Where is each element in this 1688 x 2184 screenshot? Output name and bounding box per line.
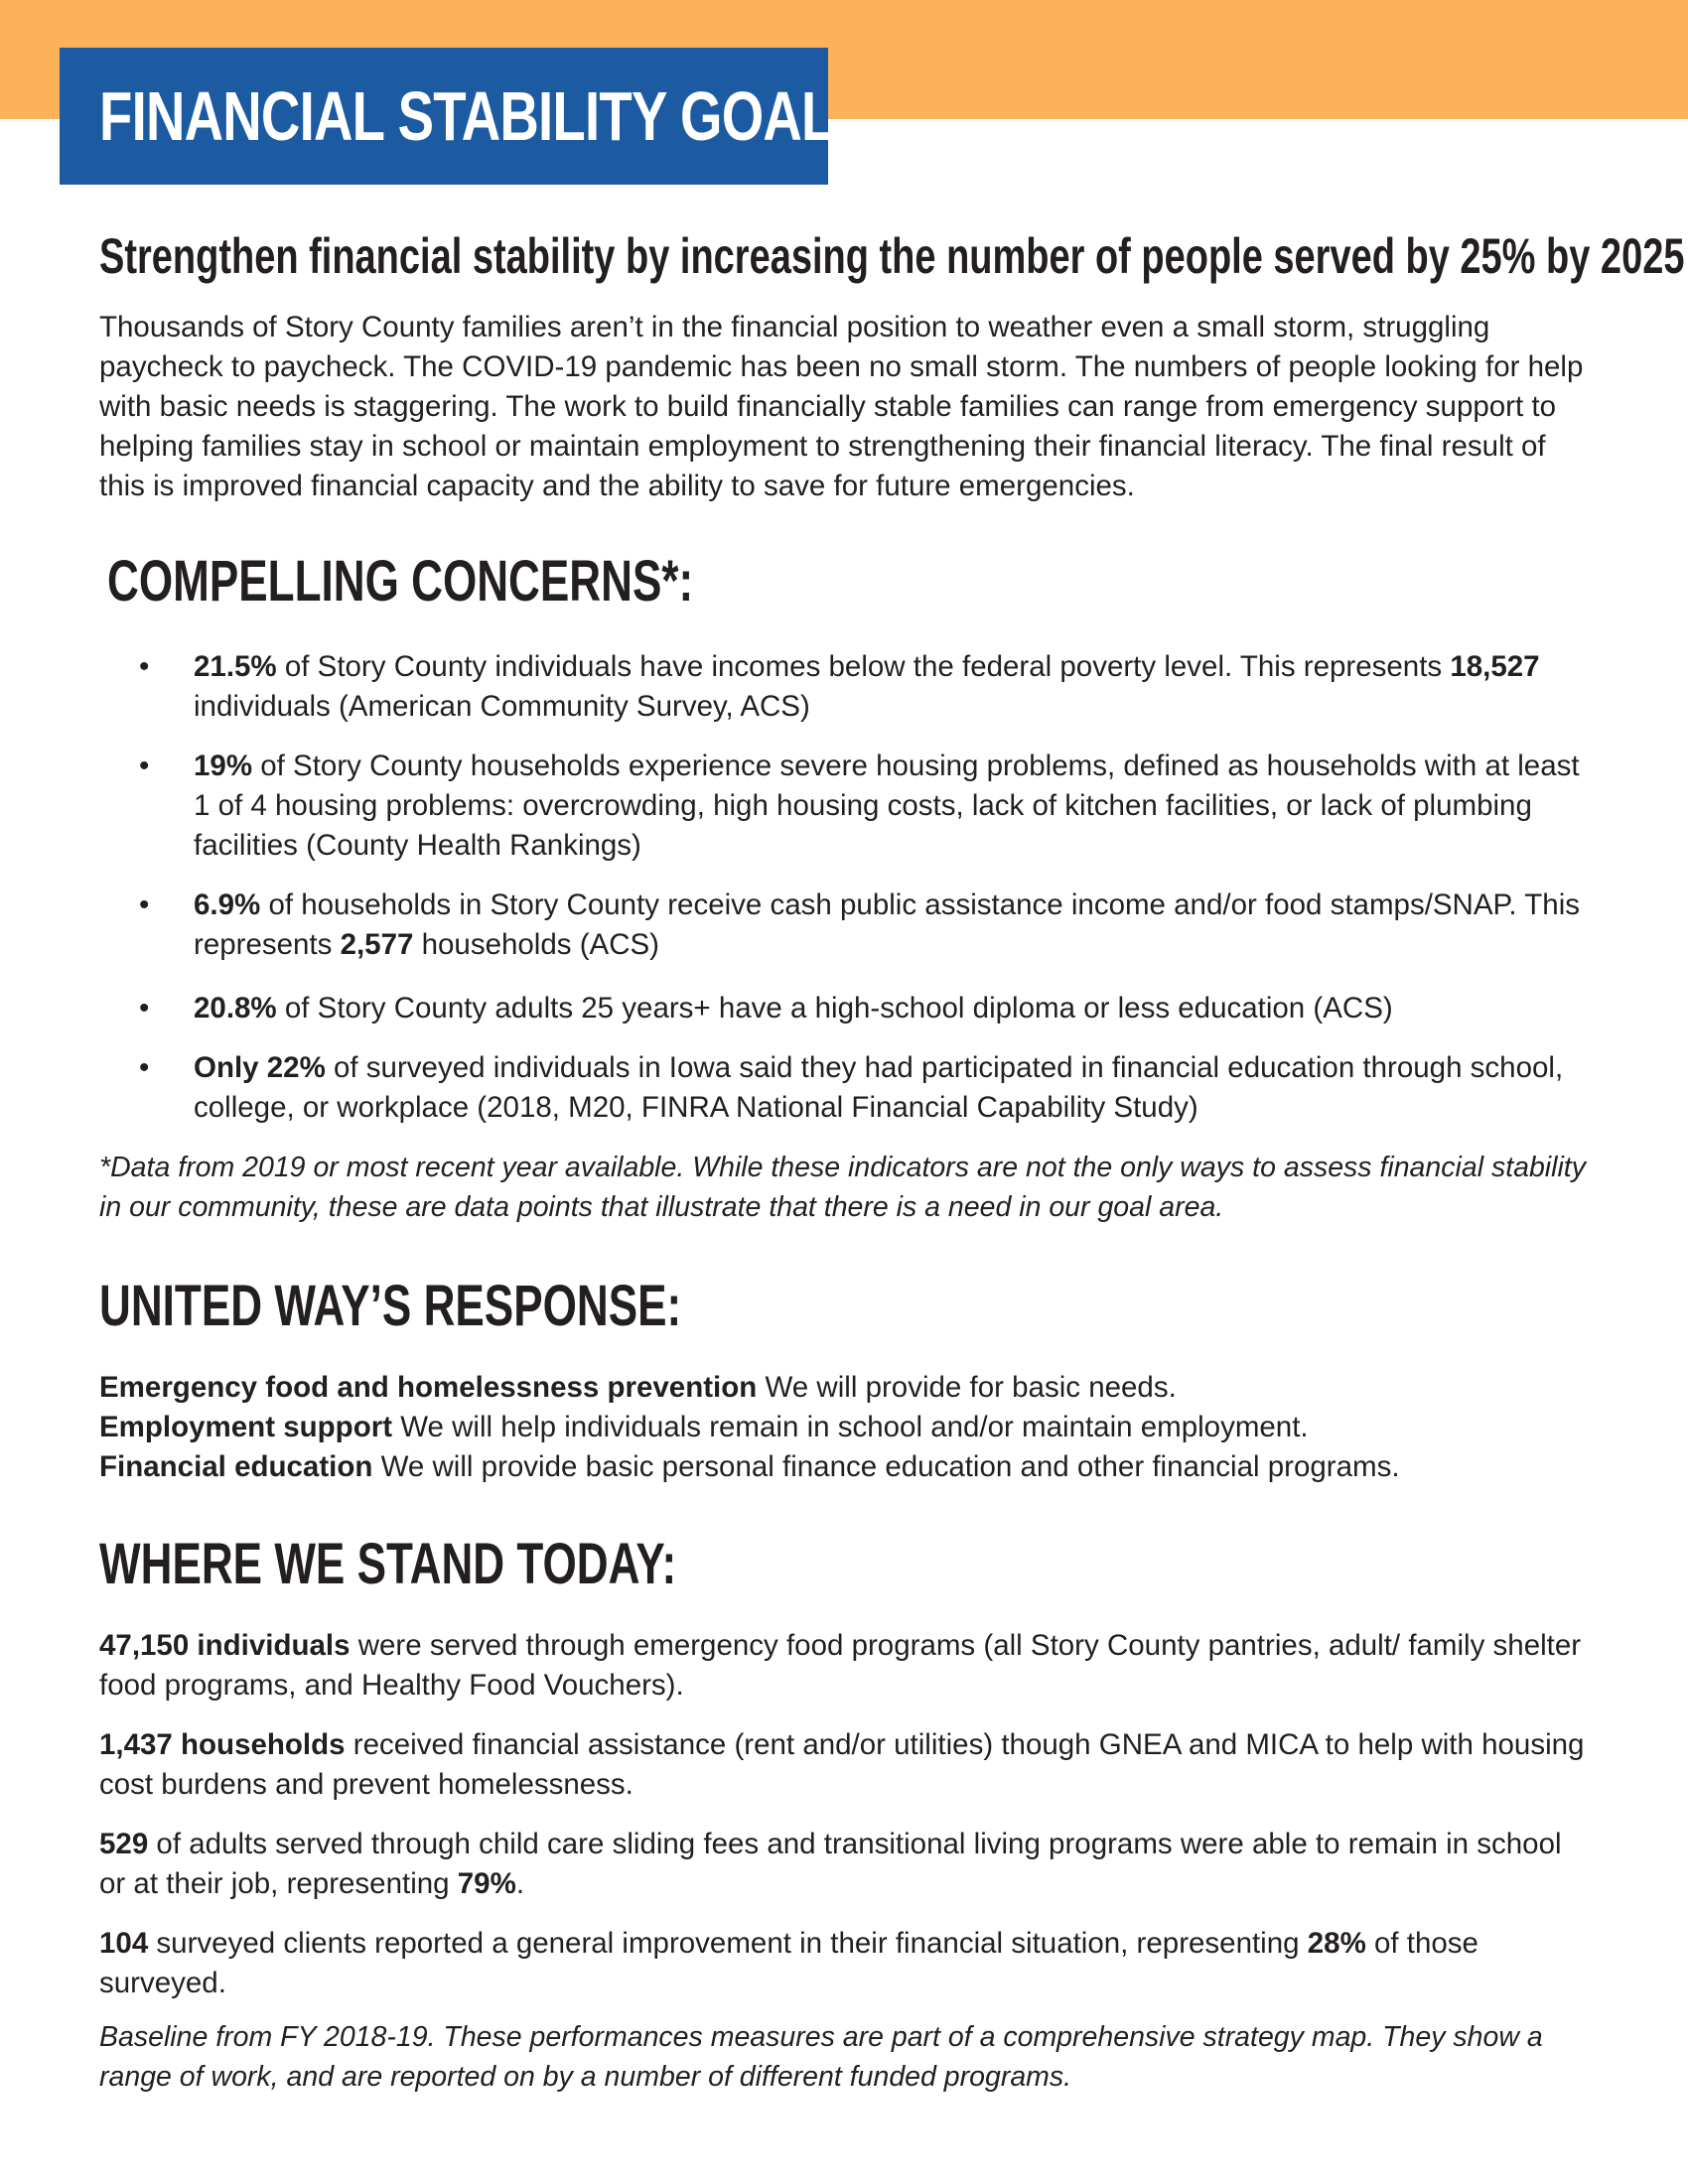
goal-subtitle: Strengthen financial stability by increasing the number of people served by 25% by 2025	[99, 228, 1685, 284]
concern-item	[99, 747, 1589, 866]
stand-stat: 529	[99, 1828, 149, 1860]
concern-stat: 21.5%	[194, 650, 277, 683]
concern-item	[99, 886, 1589, 965]
response-text: We will provide for basic needs.	[757, 1371, 1177, 1404]
baseline-note: Baseline from FY 2018-19. These performances measures are part of a comprehensive strategy map. They show a range of work, and are reported on by a number of different funded programs.	[99, 2021, 1543, 2093]
response-label: Employment support	[99, 1411, 393, 1443]
response-item	[99, 1408, 1589, 1447]
stand-text: surveyed clients reported a general improvement in their financial situation, representing	[148, 1927, 1308, 1960]
concerns-heading: COMPELLING CONCERNS*:	[107, 549, 694, 614]
concern-item	[99, 647, 1589, 727]
concern-text: of households in Story County receive cash public assistance income and/or food stamps/SNAP. This represents	[194, 888, 1581, 961]
stand-stat: 28%	[1307, 1927, 1366, 1960]
stand-stat: 47,150 individuals	[99, 1629, 351, 1662]
title-banner	[60, 48, 834, 185]
concern-text: of Story County adults 25 years+ have a high-school diploma or less education (ACS)	[276, 992, 1393, 1024]
concern-text: households (ACS)	[413, 928, 660, 961]
main-content	[99, 220, 1685, 2116]
response-label: Emergency food and homelessness prevention	[99, 1371, 758, 1404]
bullet-icon: •	[139, 750, 150, 782]
concern-item	[99, 989, 1589, 1028]
concern-stat: 19%	[194, 750, 253, 782]
response-text: We will provide basic personal finance education and other financial programs.	[372, 1450, 1400, 1483]
bullet-icon: •	[139, 888, 150, 921]
stand-text: received financial assistance (rent and/or utilities) though GNEA and MICA to help with housing cost burdens and prevent homelessness.	[99, 1728, 1585, 1801]
concern-text: of Story County households experience severe housing problems, defined as households with at least 1 of 4 housing problems: overcrowding, high housing costs, lack of kitchen facilities, or lack of plumbing facilities (County Health Rankings)	[194, 750, 1580, 862]
stand-heading: WHERE WE STAND TODAY:	[99, 1532, 677, 1596]
stand-list	[99, 1626, 1589, 2097]
stand-stat: 79%	[457, 1867, 516, 1900]
concern-stat: 20.8%	[194, 992, 277, 1024]
stand-item	[99, 1825, 1589, 1904]
bullet-icon: •	[139, 992, 150, 1024]
concern-stat: 6.9%	[194, 888, 261, 921]
stand-stat: 104	[99, 1927, 149, 1960]
concern-stat: 18,527	[1450, 650, 1540, 683]
concern-stat: 2,577	[340, 928, 414, 961]
response-item	[99, 1368, 1589, 1408]
bullet-icon: •	[139, 1051, 150, 1084]
concern-text: individuals (American Community Survey, ACS)	[194, 690, 810, 723]
stand-item	[99, 1725, 1589, 1805]
response-text: We will help individuals remain in school and/or maintain employment.	[392, 1411, 1309, 1443]
response-list	[99, 1368, 1589, 1487]
concern-item	[99, 1048, 1589, 1128]
response-item	[99, 1447, 1589, 1487]
concern-text: of surveyed individuals in Iowa said they had participated in financial education through school, college, or workplace (2018, M20, FINRA National Financial Capability Study)	[194, 1051, 1564, 1124]
data-footnote: *Data from 2019 or most recent year available. While these indicators are not the only ways to assess financial stability in our community, these are data points that illustrate that there is a need in our goal area.	[99, 1152, 1586, 1223]
bullet-icon: •	[139, 650, 150, 683]
stand-text: were served through emergency food programs (all Story County pantries, adult/ family shelter food programs, and Healthy Food Vouchers).	[99, 1629, 1582, 1702]
concern-stat: Only 22%	[194, 1051, 326, 1084]
stand-text: of those surveyed.	[99, 1927, 1478, 1999]
concern-text: of Story County individuals have incomes below the federal poverty level. This represents	[276, 650, 1451, 683]
concerns-list	[99, 647, 1589, 1128]
intro-paragraph: Thousands of Story County families aren’t in the financial position to weather even a small storm, struggling paycheck to paycheck. The COVID-19 pandemic has been no small storm. The numbers of people looking for help with basic needs is staggering. The work to build financially stable families can range from emergency support to helping families stay in school or maintain employment to strengthening their financial literacy. The final result of this is improved financial capacity and the ability to save for future emergencies.	[99, 311, 1584, 502]
page-title: FINANCIAL STABILITY GOAL	[99, 77, 834, 155]
response-heading: UNITED WAY’S RESPONSE:	[99, 1274, 682, 1338]
stand-stat: 1,437 households	[99, 1728, 346, 1761]
stand-item	[99, 1626, 1589, 1706]
stand-item	[99, 1924, 1589, 2003]
response-label: Financial education	[99, 1450, 373, 1483]
stand-text: of adults served through child care sliding fees and transitional living programs were able to remain in school or at their job, representing	[99, 1828, 1562, 1900]
stand-text: .	[515, 1867, 525, 1900]
